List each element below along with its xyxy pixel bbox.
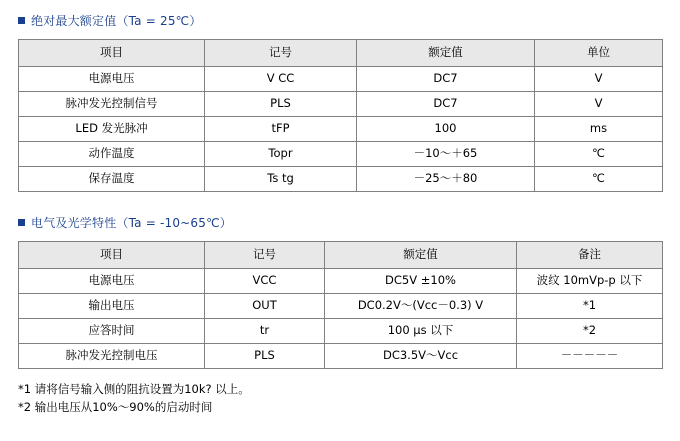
column-header: 项目 (19, 242, 205, 269)
table-cell: V (535, 67, 663, 92)
absolute-maximum-ratings-table (18, 39, 663, 192)
table-cell: 电源电压 (19, 67, 205, 92)
table-header-row (19, 40, 663, 67)
footnote-2: *2 输出电压从10%～90%的启动时间 (18, 399, 213, 414)
table-row (19, 344, 663, 369)
table-cell: －－－－－ (517, 344, 663, 369)
table-cell: *2 (517, 319, 663, 344)
table-row (19, 117, 663, 142)
column-header: 备注 (517, 242, 663, 269)
column-header: 记号 (205, 40, 357, 67)
section-heading-label: 电气及光学特性（Ta = -10~65℃） (31, 216, 232, 230)
table-cell: DC7 (357, 92, 535, 117)
table-cell: ms (535, 117, 663, 142)
table-cell: Ts tg (205, 167, 357, 192)
table-cell: 脉冲发光控制电压 (19, 344, 205, 369)
table-cell: PLS (205, 92, 357, 117)
square-bullet-icon (18, 219, 25, 226)
footnote-1: *1 请将信号输入侧的阻抗设置为10k? 以上。 (18, 382, 250, 396)
square-bullet-icon (18, 17, 25, 24)
section-heading-label: 绝对最大额定值（Ta = 25℃） (31, 14, 202, 28)
table-cell: PLS (205, 344, 325, 369)
section-spacer (18, 192, 662, 214)
table-cell: 保存温度 (19, 167, 205, 192)
table-row (19, 167, 663, 192)
table-cell: 100 (357, 117, 535, 142)
column-header: 额定值 (325, 242, 517, 269)
table-cell: DC7 (357, 67, 535, 92)
table-cell: DC3.5V～Vcc (325, 344, 517, 369)
table-row (19, 294, 663, 319)
table-cell: －10～＋65 (357, 142, 535, 167)
footnotes (18, 381, 662, 417)
section-heading-absolute-maximum-ratings (18, 12, 662, 29)
table-cell: 脉冲发光控制信号 (19, 92, 205, 117)
table-row (19, 67, 663, 92)
table-cell: 动作温度 (19, 142, 205, 167)
table-row (19, 92, 663, 117)
table-cell: DC5V ±10% (325, 269, 517, 294)
table-cell: 电源电压 (19, 269, 205, 294)
table-cell: 100 µs 以下 (325, 319, 517, 344)
electro-optical-characteristics-table (18, 241, 663, 369)
column-header: 额定值 (357, 40, 535, 67)
table-cell: tr (205, 319, 325, 344)
table-cell: ℃ (535, 167, 663, 192)
table-cell: *1 (517, 294, 663, 319)
table-cell: Topr (205, 142, 357, 167)
absolute-maximum-ratings-table-wrapper (18, 39, 662, 192)
datasheet-page (0, 12, 680, 441)
table-cell: 波纹 10mVp-p 以下 (517, 269, 663, 294)
section-heading-electro-optical-characteristics (18, 214, 662, 231)
table-cell: DC0.2V～(Vcc－0.3) V (325, 294, 517, 319)
table-cell: tFP (205, 117, 357, 142)
table-cell: LED 发光脉冲 (19, 117, 205, 142)
table-cell: VCC (205, 269, 325, 294)
electro-optical-characteristics-table-wrapper (18, 241, 662, 369)
column-header: 单位 (535, 40, 663, 67)
table-cell: 应答时间 (19, 319, 205, 344)
table-row (19, 142, 663, 167)
table-row (19, 269, 663, 294)
column-header: 项目 (19, 40, 205, 67)
table-row (19, 319, 663, 344)
table-cell: V CC (205, 67, 357, 92)
column-header: 记号 (205, 242, 325, 269)
table-header-row (19, 242, 663, 269)
table-cell: 输出电压 (19, 294, 205, 319)
table-cell: ℃ (535, 142, 663, 167)
table-cell: V (535, 92, 663, 117)
table-cell: －25～＋80 (357, 167, 535, 192)
table-cell: OUT (205, 294, 325, 319)
